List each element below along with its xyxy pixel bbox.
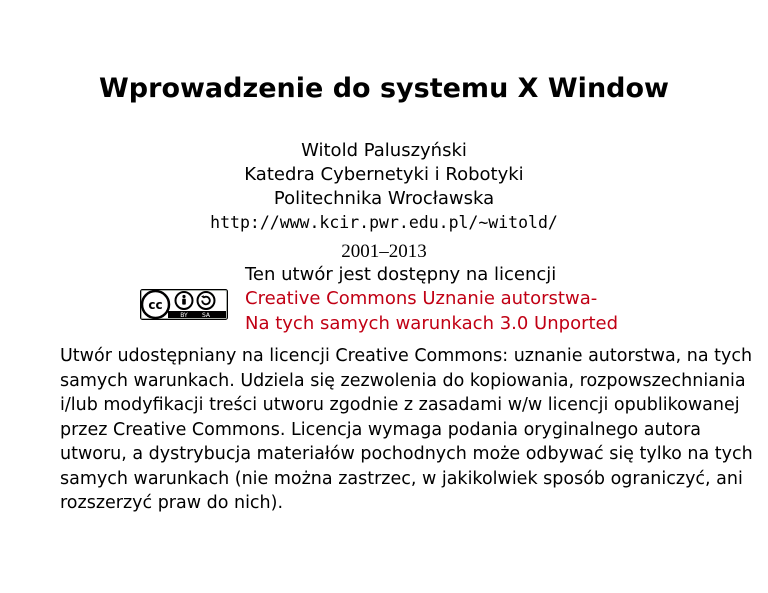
author-department: Katedra Cybernetyki i Robotyki bbox=[244, 164, 524, 185]
license-description bbox=[60, 344, 753, 516]
badge-sa-text: SA bbox=[201, 312, 211, 319]
license-intro: Ten utwór jest dostępny na licencji bbox=[245, 264, 557, 285]
author-url[interactable]: http://www.kcir.pwr.edu.pl/~witold/ bbox=[210, 213, 558, 232]
body-line: i/lub modyfikacji treści utworu zgodnie z zasadami w/w licencji opublikowanej bbox=[60, 395, 740, 415]
author-university: Politechnika Wrocławska bbox=[273, 188, 495, 209]
author-block bbox=[0, 139, 768, 235]
page-title: Wprowadzenie do systemu X Window bbox=[99, 73, 669, 104]
author-name: Witold Paluszyński bbox=[301, 140, 467, 161]
badge-by-text: BY bbox=[180, 312, 188, 319]
body-line: rozszerzyć praw do nich). bbox=[60, 493, 284, 513]
body-line: przez Creative Commons. Licencja wymaga podania oryginalnego autora bbox=[60, 419, 702, 440]
license-link-line2[interactable]: Na tych samych warunkach 3.0 Unported bbox=[245, 313, 619, 334]
license-link-line1[interactable]: Creative Commons Uznanie autorstwa- bbox=[245, 288, 598, 309]
cc-letters: cc bbox=[148, 298, 163, 312]
body-line: Utwór udostępniany na licencji Creative Commons: uznanie autorstwa, na tych bbox=[60, 346, 753, 366]
body-line: samych warunkach. Udziela się zezwolenia do kopiowania, rozpowszechniania bbox=[60, 370, 746, 391]
years: 2001–2013 bbox=[341, 241, 427, 262]
body-line: samych warunkach (nie można zastrzec, w jakikolwiek sposób ograniczyć, ani bbox=[60, 468, 743, 489]
cc-by-sa-badge-icon[interactable] bbox=[140, 289, 228, 320]
body-line: utworu, a dystrybucja materiałów pochodnych może odbywać się tylko na tych bbox=[60, 444, 753, 464]
